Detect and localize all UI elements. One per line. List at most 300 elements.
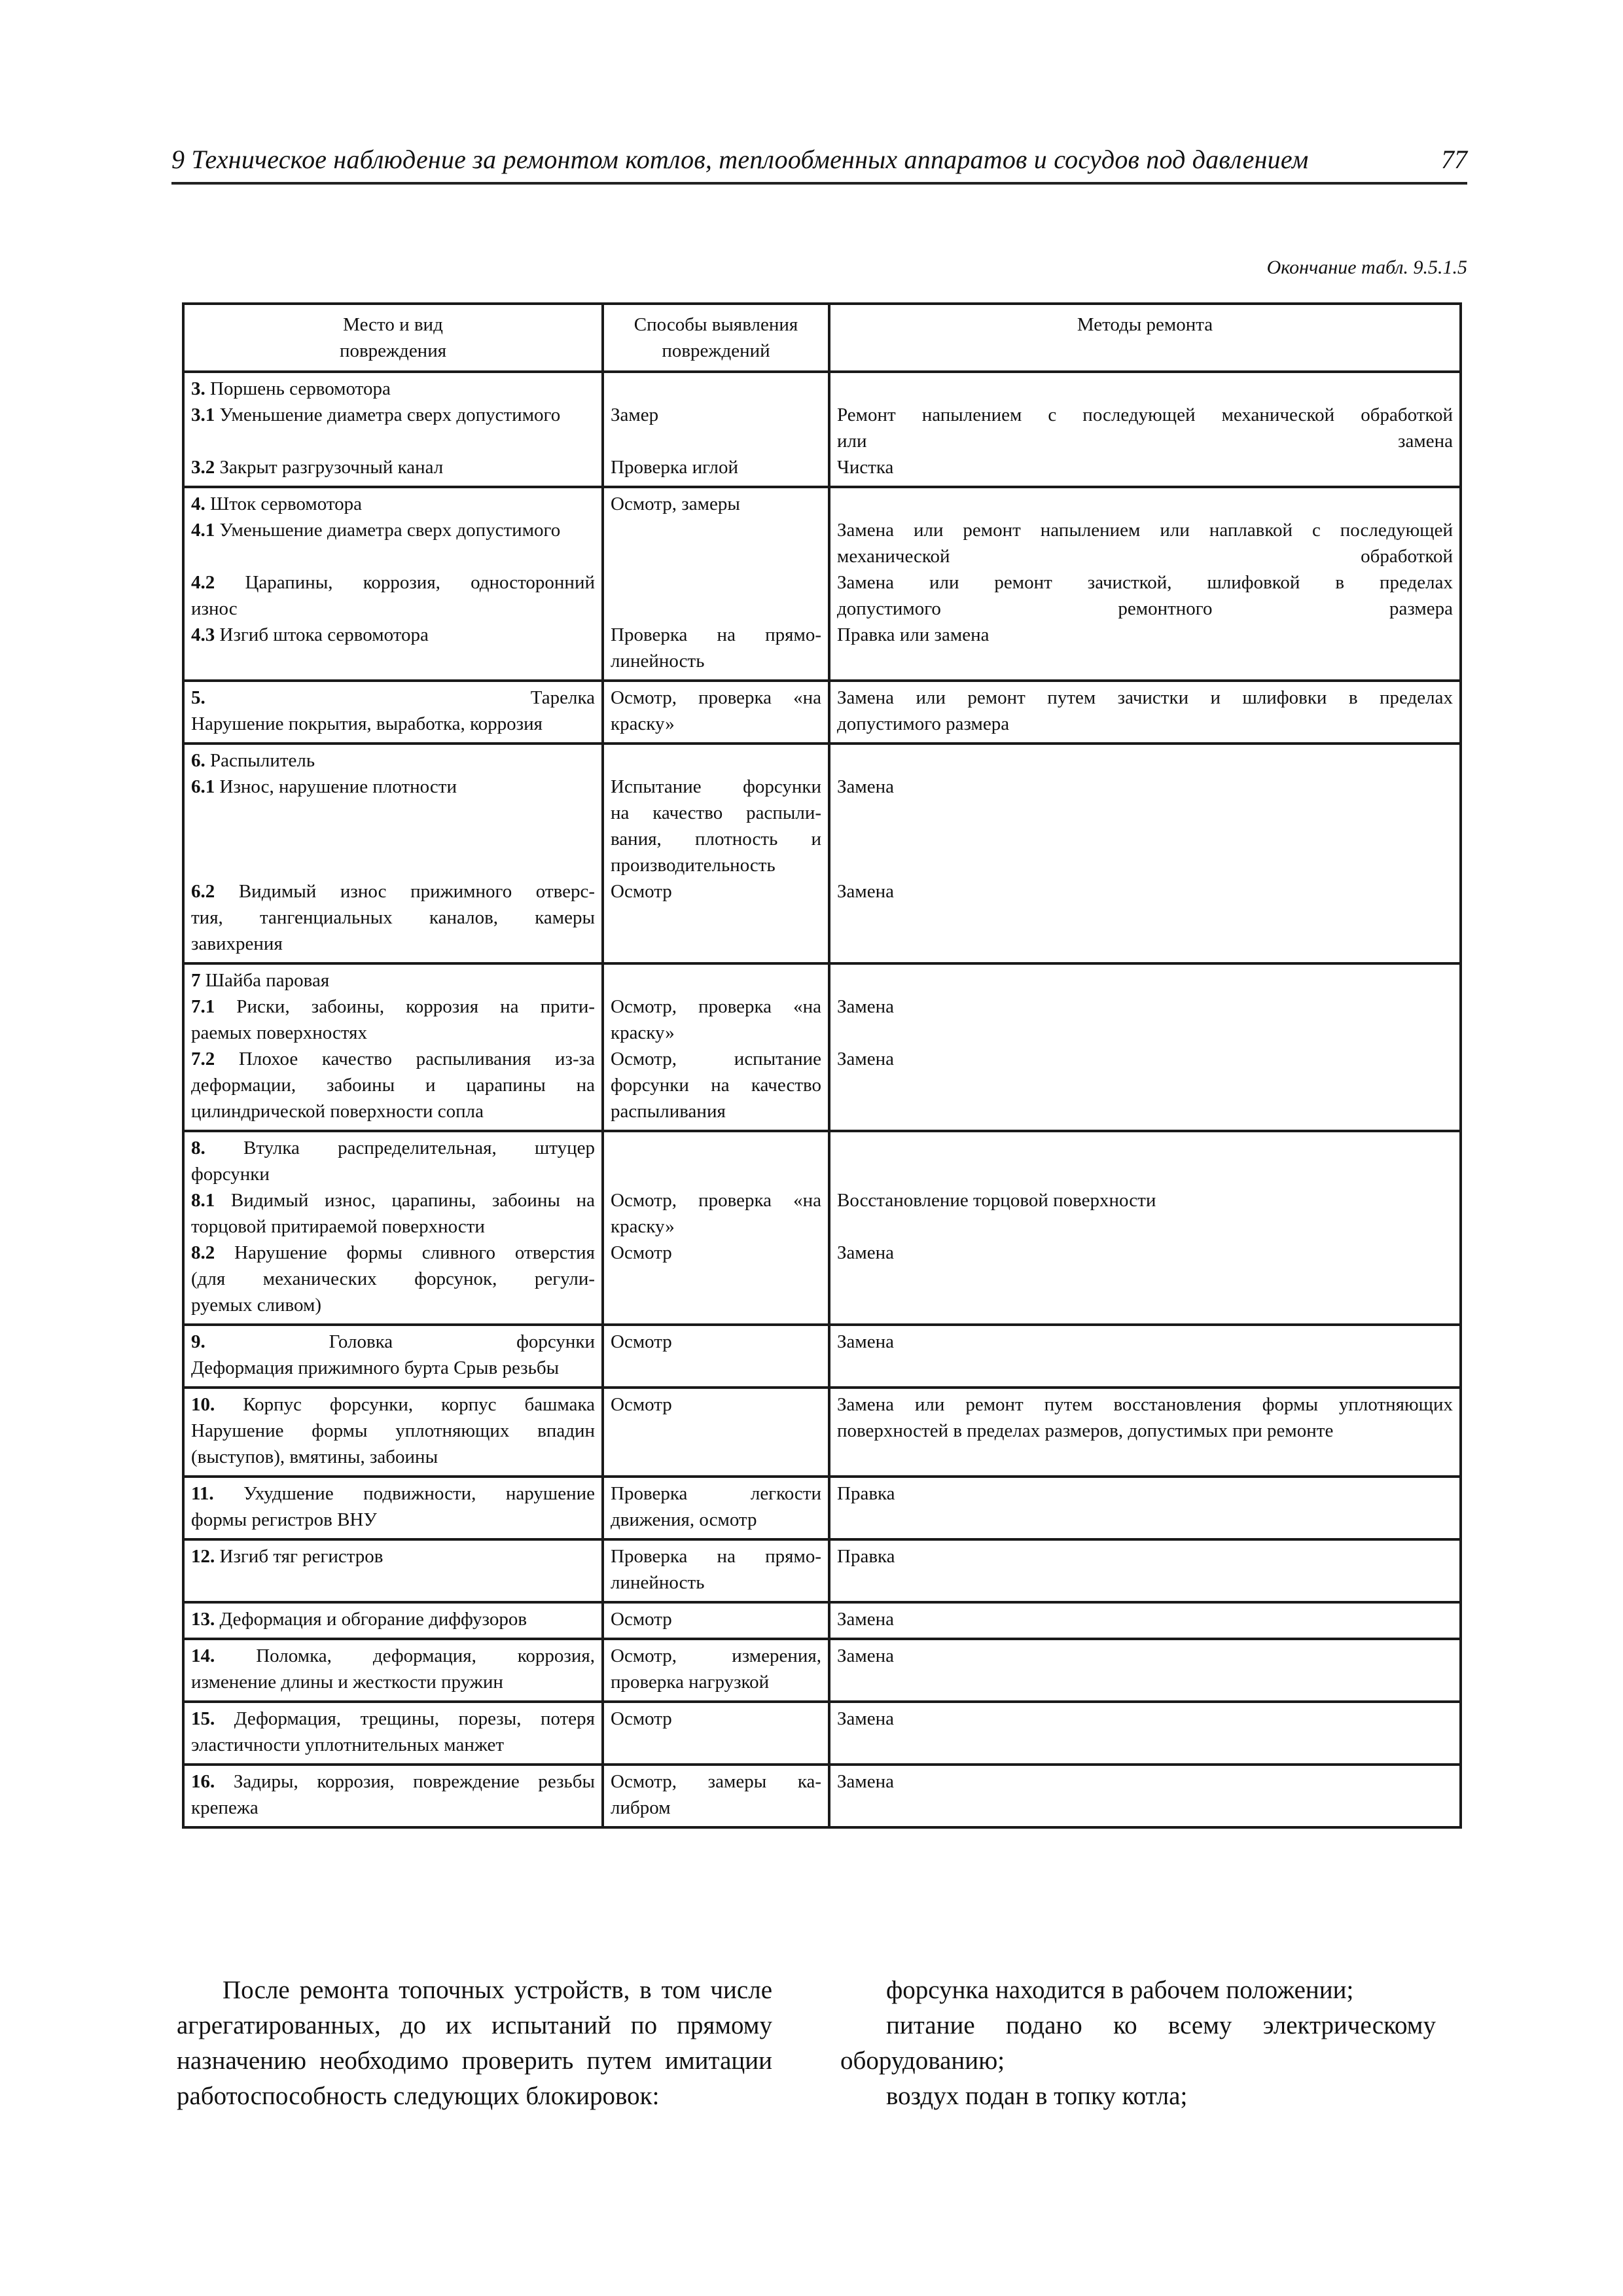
line-text: Чистка <box>837 457 894 478</box>
damage-place-cell <box>183 681 603 744</box>
cell-line <box>611 1020 821 1046</box>
cell-line <box>837 1418 1453 1444</box>
item-number: 3.1 <box>191 404 215 425</box>
line-text: Головка форсунки <box>205 1331 595 1352</box>
table-row <box>183 1477 1461 1539</box>
column-header-detect: Способы выявления повреждений <box>603 304 829 372</box>
line-text: крепежа <box>191 1797 259 1818</box>
line-text: (для механических форсунок, регули- <box>191 1268 595 1289</box>
line-text: распыливания <box>611 1101 726 1122</box>
blank-line <box>611 517 821 543</box>
cell-line <box>191 1391 595 1418</box>
line-text: Уменьшение диаметра сверх допустимого <box>215 404 561 425</box>
line-text: Испытание форсунки <box>611 776 821 797</box>
line-text: Правка <box>837 1483 895 1504</box>
table-row <box>183 963 1461 1131</box>
item-number: 4.1 <box>191 520 215 541</box>
line-text: Осмотр, замеры <box>611 493 740 514</box>
line-text: руемых сливом) <box>191 1295 322 1316</box>
line-text: Царапины, коррозия, односторонний <box>215 572 595 593</box>
line-text: Осмотр <box>611 1708 672 1729</box>
cell-line <box>611 711 821 737</box>
line-text: Корпус форсунки, корпус башмака <box>215 1394 595 1415</box>
body-paragraph: воздух подан в топку котла; <box>886 2082 1188 2110</box>
line-text: Поршень сервомотора <box>205 378 391 399</box>
repair-method-cell <box>829 681 1461 744</box>
cell-line <box>611 1240 821 1266</box>
cell-line <box>191 1543 595 1570</box>
cell-line <box>837 517 1453 543</box>
line-text: Осмотр, проверка «на <box>611 1190 821 1211</box>
item-number: 16. <box>191 1771 215 1792</box>
line-text: или замена <box>837 431 1453 452</box>
cell-line <box>191 1329 595 1355</box>
cell-line <box>837 1187 1453 1213</box>
cell-line <box>837 1480 1453 1507</box>
cell-line <box>191 774 595 800</box>
cell-line <box>837 1606 1453 1632</box>
line-text: Риски, забоины, коррозия на прити- <box>215 996 595 1017</box>
cell-line <box>191 1020 595 1046</box>
line-text: Замена <box>837 1242 895 1263</box>
table-row <box>183 1325 1461 1388</box>
line-text: Замена или ремонт путем зачистки и шлифовки в пределах <box>837 687 1453 708</box>
line-text: эластичности уплотнительных манжет <box>191 1734 505 1755</box>
cell-line <box>191 596 595 622</box>
item-number: 4. <box>191 493 205 514</box>
damage-place-cell <box>183 1325 603 1388</box>
item-number: 4.3 <box>191 624 215 645</box>
line-text: Деформация, трещины, порезы, потеря <box>215 1708 595 1729</box>
line-text: Замена <box>837 1708 895 1729</box>
line-text: Осмотр, замеры ка- <box>611 1771 821 1792</box>
blank-line <box>837 800 1453 826</box>
repair-method-cell <box>829 1765 1461 1827</box>
cell-line <box>191 1072 595 1098</box>
line-text: изменение длины и жесткости пружин <box>191 1672 503 1693</box>
cell-line <box>191 569 595 596</box>
cell-line <box>191 622 595 648</box>
line-text: Тарелка <box>205 687 595 708</box>
damage-place-cell <box>183 1602 603 1639</box>
table-caption: Окончание табл. 9.5.1.5 <box>1266 257 1467 278</box>
line-text: износ <box>191 598 238 619</box>
repair-method-cell <box>829 1639 1461 1702</box>
line-text: краску» <box>611 1216 675 1237</box>
line-text: Замена <box>837 1049 895 1069</box>
cell-line <box>611 1606 821 1632</box>
table-row <box>183 1131 1461 1325</box>
line-text: Нарушение формы сливного отверстия <box>215 1242 595 1263</box>
damage-place-cell <box>183 1765 603 1827</box>
body-paragraph: оборудованию; <box>840 2047 1005 2075</box>
line-text: Осмотр, проверка «на <box>611 996 821 1017</box>
cell-line <box>611 800 821 826</box>
item-number: 8.1 <box>191 1190 215 1211</box>
line-text: допустимого размера <box>837 713 1010 734</box>
detection-method-cell <box>603 372 829 487</box>
item-number: 9. <box>191 1331 205 1352</box>
line-text: раемых поверхностях <box>191 1022 367 1043</box>
cell-line <box>837 774 1453 800</box>
repair-method-cell <box>829 1131 1461 1325</box>
body-text-right <box>840 1973 1436 2114</box>
line-text: механической обработкой <box>837 546 1453 567</box>
damage-place-cell <box>183 487 603 681</box>
damage-place-cell <box>183 1702 603 1765</box>
cell-line <box>837 1706 1453 1732</box>
blank-line <box>837 1213 1453 1240</box>
table-row <box>183 1639 1461 1702</box>
cell-line <box>611 1669 821 1695</box>
table-row <box>183 1539 1461 1602</box>
cell-line <box>837 569 1453 596</box>
blank-line <box>611 596 821 622</box>
cell-line <box>191 1213 595 1240</box>
repair-method-cell <box>829 1539 1461 1602</box>
cell-line <box>191 931 595 957</box>
cell-line <box>191 1135 595 1161</box>
cell-line <box>191 491 595 517</box>
cell-line <box>611 648 821 674</box>
detection-method-cell <box>603 1388 829 1477</box>
cell-line <box>191 1606 595 1632</box>
cell-line <box>611 1213 821 1240</box>
cell-line <box>191 994 595 1020</box>
repair-method-cell <box>829 1477 1461 1539</box>
line-text: тия, тангенциальных каналов, камеры <box>191 907 595 928</box>
line-text: Задиры, коррозия, повреждение резьбы <box>215 1771 595 1792</box>
table-row <box>183 1388 1461 1477</box>
line-text: Замена или ремонт путем восстановления формы уплотняющих <box>837 1394 1453 1415</box>
line-text: Плохое качество распыливания из-за <box>215 1049 595 1069</box>
cell-line <box>611 1795 821 1821</box>
item-number: 8. <box>191 1138 205 1158</box>
table-row <box>183 1602 1461 1639</box>
line-text: Шайба паровая <box>200 970 330 991</box>
line-text: Ремонт напылением с последующей механической обработкой <box>837 404 1453 425</box>
repair-method-cell <box>829 372 1461 487</box>
line-text: на качество распыли- <box>611 802 821 823</box>
line-text: Осмотр, испытание <box>611 1049 821 1069</box>
line-text: Видимый износ прижимного отверс- <box>215 881 595 902</box>
line-text: Замена <box>837 1331 895 1352</box>
page-number: 77 <box>1441 145 1467 174</box>
blank-line <box>611 1161 821 1187</box>
line-text: Распылитель <box>205 750 315 771</box>
blank-line <box>837 1020 1453 1046</box>
damage-place-cell <box>183 744 603 963</box>
item-number: 7 <box>191 970 201 991</box>
cell-line <box>191 1643 595 1669</box>
line-text: формы регистров ВНУ <box>191 1509 377 1530</box>
cell-line <box>611 994 821 1020</box>
running-title: 9 Техническое наблюдение за ремонтом котлов, теплообменных аппаратов и сосудов под давлением <box>171 145 1309 174</box>
cell-line <box>837 1768 1453 1795</box>
cell-line <box>611 1543 821 1570</box>
cell-line <box>611 1706 821 1732</box>
table-row <box>183 1765 1461 1827</box>
line-text: линейность <box>611 651 705 672</box>
detection-method-cell <box>603 487 829 681</box>
cell-line <box>837 711 1453 737</box>
cell-line <box>611 491 821 517</box>
line-text: Нарушение покрытия, выработка, коррозия <box>191 713 543 734</box>
cell-line <box>611 1329 821 1355</box>
cell-line <box>837 543 1453 569</box>
cell-line <box>191 1768 595 1795</box>
blank-line <box>611 967 821 994</box>
line-text: Замена <box>837 1609 895 1630</box>
cell-line <box>191 402 595 428</box>
blank-line <box>611 376 821 402</box>
table-row <box>183 744 1461 963</box>
line-text: деформации, забоины и царапины на <box>191 1075 595 1096</box>
line-text: Уменьшение диаметра сверх допустимого <box>215 520 561 541</box>
line-text: Изгиб штока сервомотора <box>215 624 429 645</box>
cell-line <box>611 685 821 711</box>
item-number: 11. <box>191 1483 214 1504</box>
cell-line <box>611 1072 821 1098</box>
repair-method-cell <box>829 1702 1461 1765</box>
cell-line <box>611 1768 821 1795</box>
repair-method-cell <box>829 1325 1461 1388</box>
line-text: Нарушение формы уплотняющих впадин <box>191 1420 595 1441</box>
item-number: 3.2 <box>191 457 215 478</box>
line-text: Деформация прижимного бурта Срыв резьбы <box>191 1357 560 1378</box>
item-number: 7.1 <box>191 996 215 1017</box>
damage-place-cell <box>183 1131 603 1325</box>
damage-place-cell <box>183 963 603 1131</box>
detection-method-cell <box>603 1765 829 1827</box>
cell-line <box>837 878 1453 905</box>
line-text: Замена <box>837 881 895 902</box>
line-text: Осмотр, измерения, <box>611 1645 821 1666</box>
cell-line <box>191 1266 595 1292</box>
line-text: Замер <box>611 404 659 425</box>
item-number: 12. <box>191 1546 215 1567</box>
body-text-left <box>177 1973 772 2114</box>
line-text: проверка нагрузкой <box>611 1672 770 1693</box>
table-row <box>183 372 1461 487</box>
line-text: Замена или ремонт напылением или наплавкой с последующей <box>837 520 1453 541</box>
cell-line <box>191 1706 595 1732</box>
damage-place-cell <box>183 1539 603 1602</box>
blank-line <box>191 852 595 878</box>
damage-place-cell <box>183 1477 603 1539</box>
cell-line <box>611 454 821 480</box>
line-text: Закрыт разгрузочный канал <box>215 457 444 478</box>
line-text: допустимого ремонтного размера <box>837 598 1453 619</box>
cell-line <box>191 1187 595 1213</box>
blank-line <box>191 428 595 454</box>
cell-line <box>837 1391 1453 1418</box>
line-text: (выступов), вмятины, забоины <box>191 1446 438 1467</box>
cell-line <box>611 1507 821 1533</box>
line-text: либром <box>611 1797 671 1818</box>
line-text: Правка <box>837 1546 895 1567</box>
cell-line <box>611 1046 821 1072</box>
cell-line <box>837 454 1453 480</box>
cell-line <box>191 1240 595 1266</box>
line-text: Проверка на прямо- <box>611 1546 821 1567</box>
cell-line <box>611 1187 821 1213</box>
line-text: Восстановление торцовой поверхности <box>837 1190 1156 1211</box>
line-text: Замена <box>837 1771 895 1792</box>
cell-line <box>191 1732 595 1758</box>
cell-line <box>191 747 595 774</box>
detection-method-cell <box>603 1131 829 1325</box>
line-text: Шток сервомотора <box>205 493 363 514</box>
table-header-row <box>183 304 1461 372</box>
body-paragraph: питание подано ко всему электрическому <box>886 2011 1436 2039</box>
blank-line <box>611 543 821 569</box>
cell-line <box>837 428 1453 454</box>
damage-place-cell <box>183 1639 603 1702</box>
cell-line <box>611 826 821 852</box>
damage-place-cell <box>183 1388 603 1477</box>
cell-line <box>191 1444 595 1470</box>
cell-line <box>191 454 595 480</box>
blank-line <box>611 1135 821 1161</box>
blank-line <box>191 826 595 852</box>
damage-place-cell <box>183 372 603 487</box>
line-text: Замена <box>837 1645 895 1666</box>
line-text: торцовой притираемой поверхности <box>191 1216 485 1237</box>
blank-line <box>837 1135 1453 1161</box>
item-number: 6.2 <box>191 881 215 902</box>
line-text: Осмотр <box>611 1609 672 1630</box>
cell-line <box>837 994 1453 1020</box>
page-header <box>171 143 1467 185</box>
line-text: форсунки <box>191 1164 270 1185</box>
item-number: 8.2 <box>191 1242 215 1263</box>
blank-line <box>611 569 821 596</box>
line-text: Втулка распределительная, штуцер <box>205 1138 595 1158</box>
cell-line <box>191 1046 595 1072</box>
cell-line <box>191 376 595 402</box>
body-paragraph: После ремонта топочных устройств, в том числе агрегатированных, до их испытаний по прямому назначению необходимо проверить путем имитации работоспособность следующих блокировок: <box>177 1976 772 2110</box>
repair-method-cell <box>829 963 1461 1131</box>
cell-line <box>191 1355 595 1381</box>
item-number: 6.1 <box>191 776 215 797</box>
repair-method-cell <box>829 1602 1461 1639</box>
line-text: Поломка, деформация, коррозия, <box>215 1645 595 1666</box>
cell-line <box>191 905 595 931</box>
blank-line <box>837 852 1453 878</box>
cell-line <box>611 622 821 648</box>
detection-method-cell <box>603 744 829 963</box>
line-text: Осмотр <box>611 1331 672 1352</box>
cell-line <box>611 774 821 800</box>
column-header-repair: Методы ремонта <box>829 304 1461 372</box>
line-text: краску» <box>611 713 675 734</box>
item-number: 4.2 <box>191 572 215 593</box>
line-text: линейность <box>611 1572 705 1593</box>
blank-line <box>837 826 1453 852</box>
table-row <box>183 1702 1461 1765</box>
line-text: завихрения <box>191 933 283 954</box>
cell-line <box>837 402 1453 428</box>
item-number: 5. <box>191 687 205 708</box>
detection-method-cell <box>603 1639 829 1702</box>
blank-line <box>837 747 1453 774</box>
line-text: Износ, нарушение плотности <box>215 776 457 797</box>
cell-line <box>191 878 595 905</box>
cell-line <box>837 596 1453 622</box>
cell-line <box>191 967 595 994</box>
blank-line <box>837 491 1453 517</box>
blank-line <box>191 543 595 569</box>
blank-line <box>191 800 595 826</box>
cell-line <box>191 685 595 711</box>
item-number: 3. <box>191 378 205 399</box>
cell-line <box>611 1643 821 1669</box>
line-text: Ухудшение подвижности, нарушение <box>213 1483 595 1504</box>
line-text: движения, осмотр <box>611 1509 757 1530</box>
blank-line <box>611 747 821 774</box>
line-text: Замена или ремонт зачисткой, шлифовкой в пределах <box>837 572 1453 593</box>
cell-line <box>191 1480 595 1507</box>
item-number: 7.2 <box>191 1049 215 1069</box>
line-text: цилиндрической поверхности сопла <box>191 1101 484 1122</box>
line-text: Проверка легкости <box>611 1483 821 1504</box>
cell-line <box>837 1643 1453 1669</box>
cell-line <box>191 1161 595 1187</box>
line-text: Замена <box>837 776 895 797</box>
line-text: Осмотр <box>611 1242 672 1263</box>
cell-line <box>611 1480 821 1507</box>
column-header-place: Место и вид повреждения <box>183 304 603 372</box>
cell-line <box>837 1329 1453 1355</box>
cell-line <box>837 1240 1453 1266</box>
table-body <box>183 372 1461 1827</box>
detection-method-cell <box>603 1477 829 1539</box>
cell-line <box>191 1507 595 1533</box>
cell-line <box>837 685 1453 711</box>
table-row <box>183 681 1461 744</box>
line-text: краску» <box>611 1022 675 1043</box>
line-text: Видимый износ, царапины, забоины на <box>215 1190 595 1211</box>
cell-line <box>611 852 821 878</box>
line-text: Правка или замена <box>837 624 990 645</box>
blank-line <box>837 967 1453 994</box>
cell-line <box>611 1098 821 1124</box>
line-text: поверхностей в пределах размеров, допустимых при ремонте <box>837 1420 1334 1441</box>
line-text: Изгиб тяг регистров <box>215 1546 383 1567</box>
detection-method-cell <box>603 681 829 744</box>
line-text: Осмотр, проверка «на <box>611 687 821 708</box>
cell-line <box>837 1543 1453 1570</box>
line-text: Замена <box>837 996 895 1017</box>
cell-line <box>837 1046 1453 1072</box>
body-paragraph: форсунка находится в рабочем положении; <box>886 1976 1354 2004</box>
cell-line <box>191 1795 595 1821</box>
cell-line <box>191 1098 595 1124</box>
line-text: Осмотр <box>611 1394 672 1415</box>
detection-method-cell <box>603 1702 829 1765</box>
detection-method-cell <box>603 1539 829 1602</box>
table-row <box>183 487 1461 681</box>
line-text: Осмотр <box>611 881 672 902</box>
cell-line <box>837 622 1453 648</box>
cell-line <box>611 402 821 428</box>
line-text: Проверка иглой <box>611 457 739 478</box>
detection-method-cell <box>603 963 829 1131</box>
line-text: форсунки на качество <box>611 1075 821 1096</box>
line-text: Деформация и обгорание диффузоров <box>215 1609 527 1630</box>
cell-line <box>611 1391 821 1418</box>
